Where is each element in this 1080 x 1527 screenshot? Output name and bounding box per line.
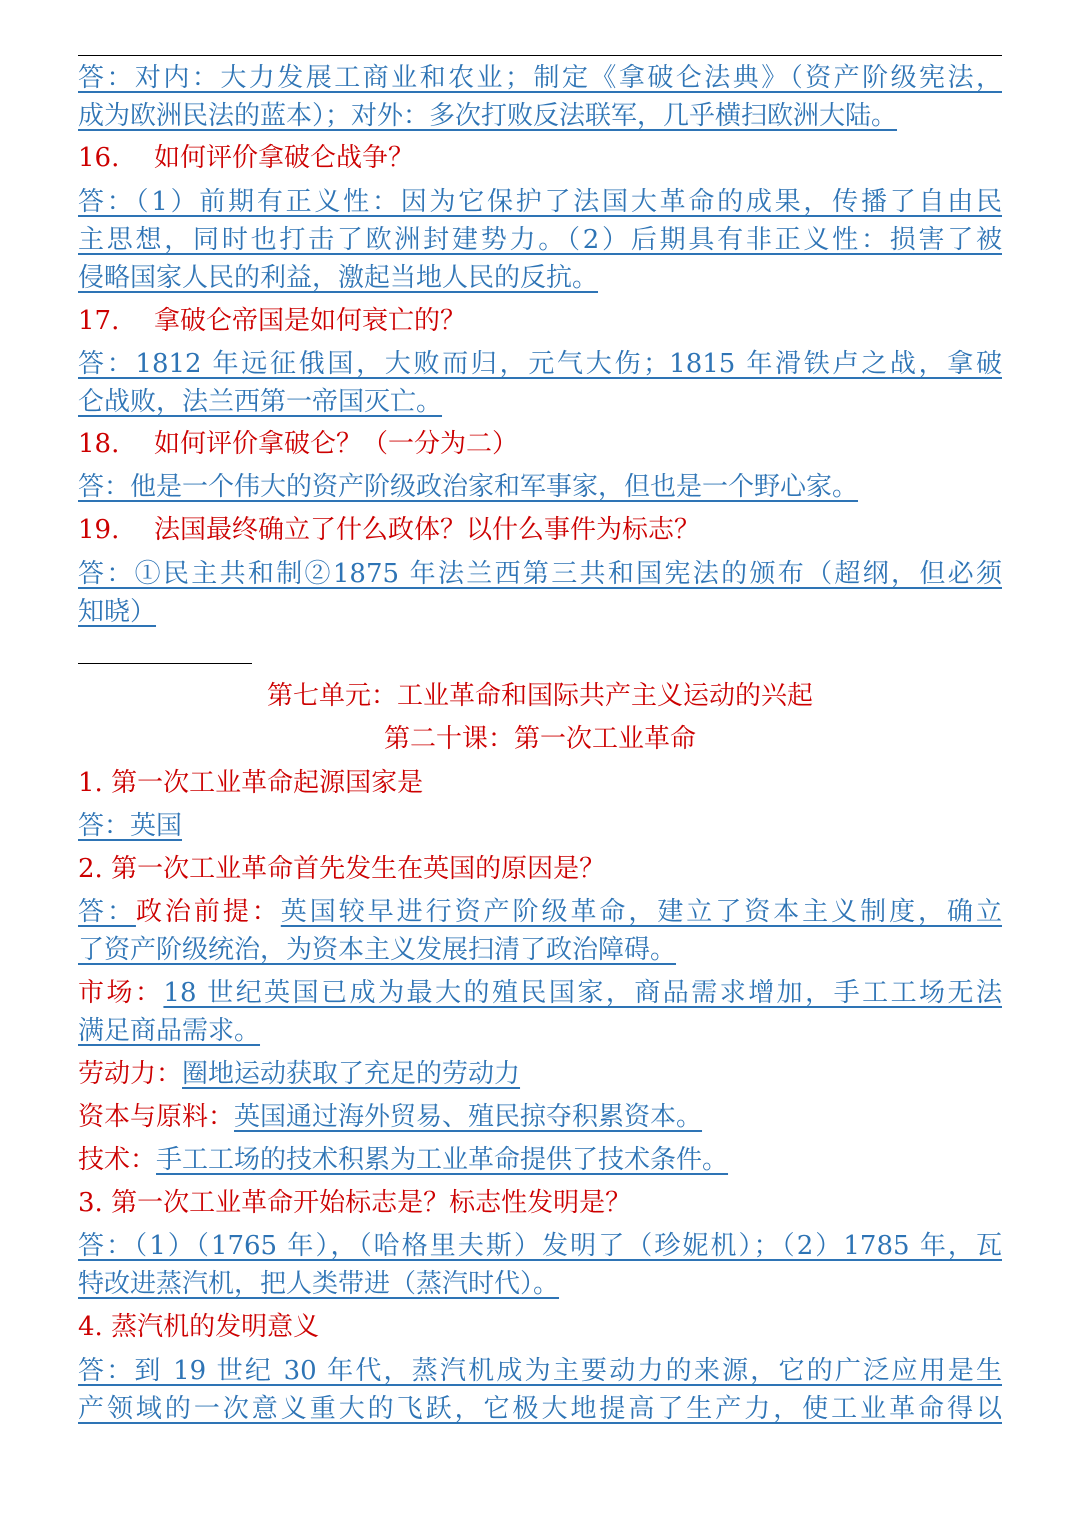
labor-label: 劳动力：: [78, 1059, 183, 1089]
question-19: [78, 511, 700, 551]
answer-line: 答：英国: [78, 811, 183, 841]
answer-line: 答：（1）前期有正义性：因为它保护了法国大革命的成果，传播了自由民: [78, 187, 1002, 217]
answer-line: 特改进蒸汽机，把人类带进（蒸汽时代）。: [78, 1269, 560, 1299]
question-text: 拿破仑帝国是如何衰亡的？: [154, 306, 467, 336]
answer-line: 知晓）: [78, 597, 157, 627]
capital-label: 资本与原料：: [78, 1102, 235, 1132]
top-rule: [78, 55, 1002, 56]
answer-line: 仑战败，法兰西第一帝国灭亡。: [78, 387, 443, 417]
answer-labor: [78, 1055, 520, 1095]
lesson-question-3: 3. 第一次工业革命开始标志是？标志性发明是？: [78, 1188, 632, 1218]
separator-rule: [78, 663, 252, 664]
answer-capital: [78, 1098, 702, 1138]
lesson-question-2: 2. 第一次工业革命首先发生在英国的原因是？: [78, 854, 606, 884]
question-number: 17.: [78, 306, 120, 336]
answer-line: 答：①民主共和制②1875 年法兰西第三共和国宪法的颁布（超纲，但必须: [78, 559, 1002, 589]
answer-line: 成为欧洲民法的蓝本）；对外：多次打败反法联军，几乎横扫欧洲大陆。: [78, 101, 898, 131]
question-text: 如何评价拿破仑？（一分为二）: [154, 429, 519, 459]
labor-text: 圈地运动获取了充足的劳动力: [182, 1059, 521, 1089]
tech-label: 技术：: [78, 1145, 157, 1175]
lesson-question-1: 1. 第一次工业革命起源国家是: [78, 768, 424, 798]
answer-politics: [78, 893, 1002, 933]
market-label: 市场：: [78, 978, 164, 1008]
question-number: 16.: [78, 143, 120, 173]
politics-text: 英国较早进行资产阶级革命，建立了资本主义制度，确立: [280, 897, 1002, 927]
answer-line: 产领域的一次意义重大的飞跃，它极大地提高了生产力，使工业革命得以: [78, 1394, 1002, 1424]
answer-line: 答：（1）（1765 年），（哈格里夫斯）发明了（珍妮机）；（2）1785 年，瓦: [78, 1231, 1002, 1261]
unit-title: 第七单元：工业革命和国际共产主义运动的兴起: [266, 681, 813, 711]
answer-line: 满足商品需求。: [78, 1016, 261, 1046]
lesson-title: 第二十课：第一次工业革命: [383, 724, 696, 754]
answer-prefix: 答：: [78, 897, 136, 927]
answer-line: 答：对内：大力发展工商业和农业；制定《拿破仑法典》（资产阶级宪法，: [78, 63, 1002, 93]
question-number: 19.: [78, 515, 120, 545]
answer-line: 答：到 19 世纪 30 年代，蒸汽机成为主要动力的来源，它的广泛应用是生: [78, 1356, 1002, 1386]
answer-line: 侵略国家人民的利益，激起当地人民的反抗。: [78, 263, 599, 293]
question-18: [78, 425, 518, 465]
question-number: 18.: [78, 429, 120, 459]
market-text: 18 世纪英国已成为最大的殖民国家，商品需求增加，手工工场无法: [163, 978, 1002, 1008]
answer-market: [78, 974, 1002, 1014]
question-16: [78, 139, 414, 179]
answer-line: 答：他是一个伟大的资产阶级政治家和军事家，但也是一个野心家。: [78, 472, 859, 502]
tech-text: 手工工场的技术积累为工业革命提供了技术条件。: [156, 1145, 729, 1175]
lesson-question-4: 4. 蒸汽机的发明意义: [78, 1312, 320, 1342]
answer-line: 了资产阶级统治，为资本主义发展扫清了政治障碍。: [78, 935, 677, 965]
capital-text: 英国通过海外贸易、殖民掠夺积累资本。: [234, 1102, 703, 1132]
question-text: 如何评价拿破仑战争？: [154, 143, 415, 173]
answer-line: 答：1812 年远征俄国，大败而归，元气大伤；1815 年滑铁卢之战，拿破: [78, 349, 1002, 379]
question-text: 法国最终确立了什么政体？以什么事件为标志？: [154, 515, 701, 545]
answer-tech: [78, 1141, 728, 1181]
question-17: [78, 302, 466, 342]
answer-line: 主思想，同时也打击了欧洲封建势力。（2）后期具有非正义性：损害了被: [78, 225, 1002, 255]
politics-label: 政治前提：: [135, 897, 281, 927]
